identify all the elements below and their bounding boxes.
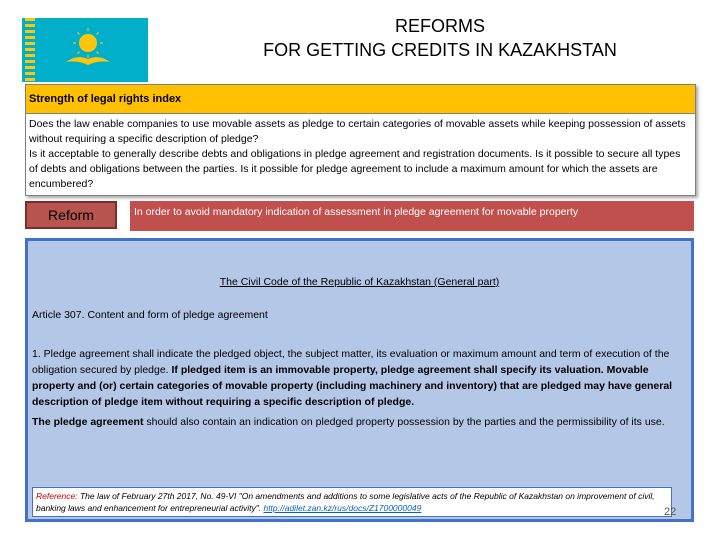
reform-label: Reform [25,201,117,229]
reference-note [32,487,672,517]
paragraph-1-text: 1. Pledge agreement shall indicate the pledged object, the subject matter, its evaluation or maximum amount and term of execution of the obligation secured by pledge. [32,348,670,376]
reference-link[interactable]: http://adilet.zan.kz/rus/docs/Z1700000049 [263,503,422,513]
article-heading: Article 307. Content and form of pledge agreement [32,309,268,321]
kazakhstan-flag-icon [22,18,148,82]
paragraph-2-text: should also contain an indication on pledged property possession by the parties and the permissibility of its use. [143,416,665,428]
article-paragraph-1 [32,346,685,410]
reference-label: Reference [36,491,76,501]
sun-eagle-emblem-icon [22,18,148,82]
page-title [200,14,680,62]
title-line-1: REFORMS [395,16,485,36]
legal-rights-index-questions [26,114,695,192]
paragraph-2-bold-text: The pledge agreement [32,416,144,428]
title-line-2: FOR GETTING CREDITS IN KAZAKHSTAN [263,40,617,60]
page-number: 22 [664,506,677,518]
reform-description: In order to avoid mandatory indication of assessment in pledge agreement for movable property [130,201,694,231]
civil-code-title: The Civil Code of the Republic of Kazakhstan (General part) [219,276,500,288]
civil-code-box [25,238,694,522]
legal-rights-index-box [25,84,696,196]
legal-rights-index-heading: Strength of legal rights index [26,85,695,114]
question-1: Does the law enable companies to use movable assets as pledge to certain categories of movable assets while keeping possession of assets without requiring a specific description of pledge? [29,118,686,145]
article-paragraph-2 [32,414,685,430]
paragraph-1-bold-text: If pledged item is an immovable property, pledge agreement shall specify its valuation. Movable property and (or) certain categories of movable property (including machinery and inventory) that are pledged may have general description of pledge item without requiring a specific description of pledge. [32,364,673,408]
reference-text: : The law of February 27th 2017, No. 49-VI "On amendments and additions to some legislative acts of the Republic of Kazakhstan on improvement of civil, banking laws and enhancement for entrepreneurial activity". [36,491,655,513]
question-2: Is it acceptable to generally describe debts and obligations in pledge agreement and registration documents. Is it possible to secure all types of debts and obligations between the parties. Is it possible for pledge agreement to include a maximum amount for which the assets are encumbered? [29,148,681,190]
